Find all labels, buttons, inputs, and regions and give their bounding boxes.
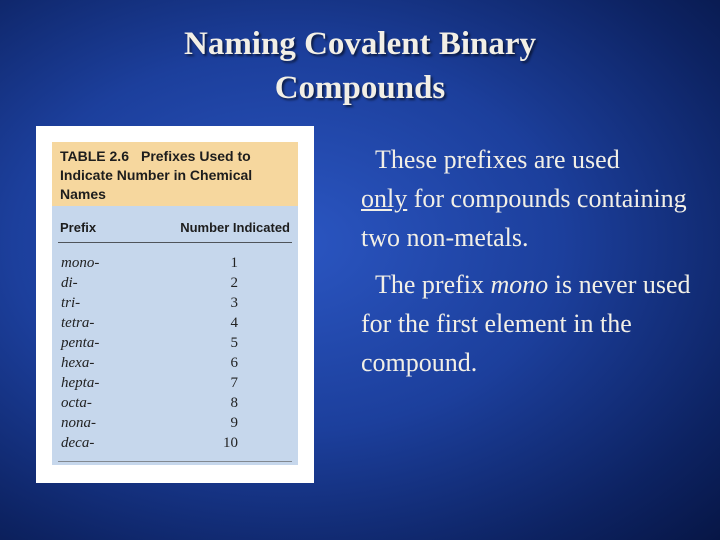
table-row — [52, 433, 298, 453]
slide-title-line-2: Compounds — [274, 70, 446, 106]
table-row — [52, 373, 298, 393]
number-cell: 5 — [230, 335, 238, 351]
table-row — [52, 333, 298, 353]
table-number: TABLE 2.6 — [60, 148, 129, 164]
slide-title-line-1: Naming Covalent Binary — [183, 26, 536, 62]
table-row — [52, 393, 298, 413]
prefix-cell: tri- — [61, 295, 81, 311]
prefix-cell: deca- — [61, 435, 95, 451]
para2-text-a: The prefix — [375, 270, 491, 299]
prefix-table — [52, 142, 298, 465]
para2-text-c: is never used for the first element in the compound. — [361, 270, 691, 377]
number-cell: 3 — [230, 295, 238, 311]
bullet-paragraph-2 — [361, 265, 691, 382]
table-row — [52, 313, 298, 333]
table-row — [52, 293, 298, 313]
prefix-cell: hepta- — [61, 375, 100, 391]
table-caption — [52, 142, 298, 206]
number-cell: 7 — [230, 375, 238, 391]
prefix-cell: nona- — [61, 415, 96, 431]
prefix-cell: tetra- — [61, 315, 95, 331]
number-cell: 8 — [230, 395, 238, 411]
prefix-cell: octa- — [61, 395, 92, 411]
column-header-prefix: Prefix — [60, 220, 97, 235]
table-caption-line-3: Names — [60, 186, 106, 202]
para1-text-a: These prefixes are used — [375, 145, 620, 174]
table-caption-line-1: Prefixes Used to — [140, 148, 251, 164]
number-cell: 1 — [230, 255, 238, 271]
slide-title — [60, 22, 660, 110]
table-row — [52, 253, 298, 273]
prefix-cell: penta- — [61, 335, 100, 351]
slide-body — [361, 140, 691, 390]
prefix-cell: di- — [61, 275, 78, 291]
number-cell: 10 — [223, 435, 238, 451]
para1-text-c: for compounds containing two non-metals. — [361, 184, 687, 252]
number-cell: 2 — [230, 275, 238, 291]
prefix-cell: hexa- — [61, 355, 95, 371]
para1-text-underlined: only — [361, 184, 408, 213]
table-header-row — [52, 220, 298, 235]
bullet-paragraph-1 — [361, 140, 691, 257]
table-row — [52, 413, 298, 433]
number-cell: 4 — [230, 315, 238, 331]
prefix-cell: mono- — [61, 255, 100, 271]
table-caption-line-2: Indicate Number in Chemical — [60, 167, 253, 183]
bottom-divider — [58, 461, 292, 462]
table-row — [52, 273, 298, 293]
column-header-number: Number Indicated — [180, 220, 290, 235]
header-divider — [58, 242, 292, 243]
number-cell: 9 — [230, 415, 238, 431]
prefix-table-image — [36, 126, 314, 483]
number-cell: 6 — [230, 355, 238, 371]
table-body — [52, 253, 298, 453]
table-row — [52, 353, 298, 373]
para2-text-italic: mono — [490, 270, 549, 299]
